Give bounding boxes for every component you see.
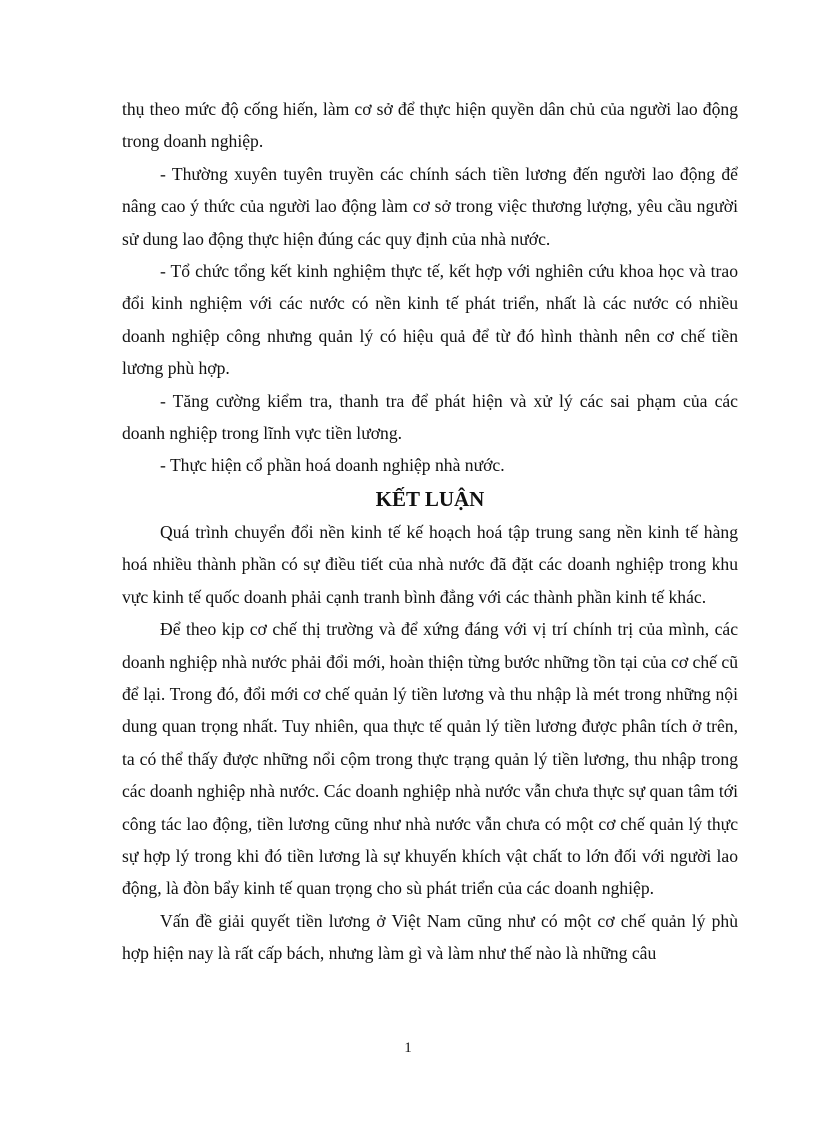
paragraph: - Thường xuyên tuyên truyền các chính sách tiền lương đến người lao động để nâng cao ý thức của người lao động làm cơ sở trong việc thương lượng, yêu cầu người sử dung lao động thực hiện đúng các quy định của nhà nước. bbox=[122, 163, 738, 249]
paragraph: - Tổ chức tổng kết kinh nghiệm thực tế, kết hợp với nghiên cứu khoa học và trao đổi kinh nghiệm với các nước có nền kinh tế phát triển, nhất là các nước có nhiều doanh nghiệp công nhưng quản lý có hiệu quả để từ đó hình thành nên cơ chế tiền lương phù hợp. bbox=[122, 261, 738, 379]
paragraph: Để theo kịp cơ chế thị trường và để xứng đáng với vị trí chính trị của mình, các doanh nghiệp nhà nước phải đổi mới, hoàn thiện từng bước những tồn tại của cơ chế cũ để lại. Trong đó, đổi mới cơ chế quản lý tiền lương và thu nhập là mét trong những nội dung quan trọng nhất. Tuy nhiên, qua thực tế quản lý tiền lương được phân tích ở trên, ta có thể thấy được những nổi cộm trong thực trạng quản lý tiền lương, thu nhập trong các doanh nghiệp nhà nước. Các doanh nghiệp nhà nước vẫn chưa thực sự quan tâm tới công tác lao động, tiền lương cũng như nhà nước vẫn chưa có một cơ chế quản lý thực sự hợp lý trong khi đó tiền lương là sự khuyến khích vật chất to lớn đối với người lao động, là đòn bẩy kinh tế quan trọng cho sù phát triển của các doanh nghiệp. bbox=[122, 619, 738, 899]
section-heading: KẾT LUẬN bbox=[375, 486, 485, 511]
paragraph: - Thực hiện cổ phần hoá doanh nghiệp nhà nước. bbox=[160, 455, 505, 476]
page-number: 1 bbox=[404, 1040, 412, 1056]
paragraph: thụ theo mức độ cống hiến, làm cơ sở để thực hiện quyền dân chủ của người lao động trong doanh nghiệp. bbox=[122, 99, 738, 152]
paragraph: Quá trình chuyển đổi nền kinh tế kế hoạch hoá tập trung sang nền kinh tế hàng hoá nhiều thành phần có sự điều tiết của nhà nước đã đặt các doanh nghiệp trong khu vực kinh tế quốc doanh phải cạnh tranh bình đẳng với các thành phần kinh tế khác. bbox=[122, 521, 738, 607]
paragraph: Vấn đề giải quyết tiền lương ở Việt Nam cũng như có một cơ chế quản lý phù hợp hiện nay là rất cấp bách, nhưng làm gì và làm như thế nào là những câu bbox=[122, 910, 738, 964]
paragraphs-before-heading bbox=[122, 93, 738, 482]
paragraphs-after-heading bbox=[122, 516, 738, 970]
paragraph: - Tăng cường kiểm tra, thanh tra để phát hiện và xử lý các sai phạm của các doanh nghiệp trong lĩnh vực tiền lương. bbox=[122, 390, 738, 444]
document-body bbox=[122, 93, 738, 970]
